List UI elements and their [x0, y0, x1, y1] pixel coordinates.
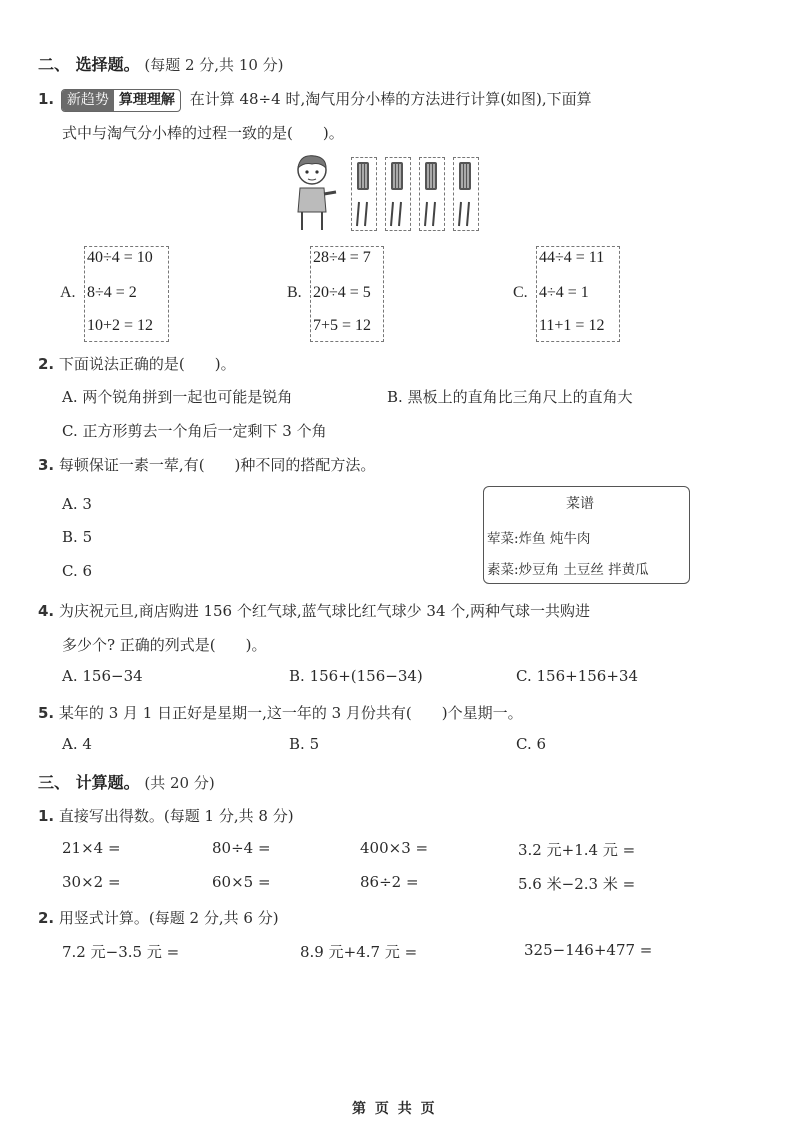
page-footer: 第 页 共 页: [352, 1101, 437, 1117]
stick-panel-4: [453, 157, 479, 231]
question-2: [38, 353, 236, 374]
question-1-line2: 式中与淘气分小棒的过程一致的是( )。: [62, 124, 344, 142]
option-label: B.: [289, 735, 305, 753]
equation: 8÷4 = 2: [87, 284, 137, 301]
option-text: 4: [82, 735, 92, 753]
q5-option-b[interactable]: [289, 735, 319, 753]
q4-option-b[interactable]: [289, 667, 423, 685]
calc-item[interactable]: 3.2 元+1.4 元 =: [518, 841, 636, 859]
equation: 20÷4 = 5: [313, 284, 371, 301]
option-text: 黑板上的直角比三角尺上的直角大: [407, 388, 633, 406]
option-label: C.: [516, 667, 532, 685]
menu-meat-line: 荤菜:炸鱼 炖牛肉: [487, 531, 591, 547]
calc-part-1: [38, 805, 294, 826]
question-number: 2.: [38, 909, 55, 927]
calc-item[interactable]: 5.6 米−2.3 米 =: [518, 875, 636, 893]
question-text: 在计算 48÷4 时,淘气用分小棒的方法进行计算(如图),下面算: [189, 90, 592, 108]
tag-new-trend: 新趋势: [62, 90, 114, 111]
q2-option-b[interactable]: [387, 386, 633, 407]
option-label: B.: [287, 284, 302, 301]
question-3: [38, 454, 375, 475]
option-text: 6: [82, 562, 93, 580]
equation: 40÷4 = 10: [87, 249, 153, 266]
question-1: [38, 87, 592, 112]
option-text: 正方形剪去一个角后一定剩下 3 个角: [82, 422, 327, 440]
equation: 44÷4 = 11: [539, 249, 605, 266]
option-label: B.: [387, 388, 403, 406]
equation: 10+2 = 12: [87, 317, 154, 334]
section-3-heading: [38, 770, 215, 793]
equation: 4÷4 = 1: [539, 284, 589, 301]
stick-panel-1: [351, 157, 377, 231]
option-text: 3: [82, 495, 92, 513]
section-note: (每题 2 分,共 10 分): [144, 56, 284, 74]
equation: 11+1 = 12: [539, 317, 605, 334]
vertical-calc-item[interactable]: 8.9 元+4.7 元 =: [300, 943, 418, 961]
vertical-calc-item[interactable]: 7.2 元−3.5 元 =: [62, 943, 180, 961]
stick-panel-2: [385, 157, 411, 231]
tag-reasoning: 算理理解: [114, 90, 180, 111]
question-number: 2.: [38, 355, 55, 373]
option-text: 6: [536, 735, 547, 753]
q3-option-c[interactable]: [62, 562, 92, 580]
option-label: A.: [62, 667, 78, 685]
option-label: C.: [62, 422, 78, 440]
vertical-calc-item[interactable]: 325−146+477 =: [524, 941, 653, 959]
q2-option-c[interactable]: [62, 420, 327, 441]
option-label: A.: [62, 388, 78, 406]
equation: 7+5 = 12: [313, 317, 372, 334]
option-label: B.: [289, 667, 305, 685]
question-text: 用竖式计算。(每题 2 分,共 6 分): [58, 909, 279, 927]
stick-panel-3: [419, 157, 445, 231]
option-label: C.: [513, 284, 528, 301]
menu-veg-line: 素菜:炒豆角 土豆丝 拌黄瓜: [487, 562, 649, 578]
trend-tag: [61, 89, 181, 112]
q3-option-a[interactable]: [62, 495, 92, 513]
section-title: 三、 计算题。: [38, 773, 140, 792]
menu-title: 菜谱: [566, 496, 594, 512]
q5-option-c[interactable]: [516, 735, 546, 753]
option-text: 156+156+34: [536, 667, 638, 685]
option-label: A.: [62, 735, 78, 753]
calc-item[interactable]: 21×4 =: [62, 839, 121, 857]
question-number: 4.: [38, 602, 55, 620]
option-text: 5: [309, 735, 320, 753]
calc-item[interactable]: 60×5 =: [212, 873, 271, 891]
q2-option-a[interactable]: [62, 386, 292, 407]
question-text: 每顿保证一素一荤,有( )种不同的搭配方法。: [58, 456, 376, 474]
question-4-line2: 多少个? 正确的列式是( )。: [62, 636, 267, 654]
boy-illustration-icon: [290, 152, 340, 232]
question-text: 直接写出得数。(每题 1 分,共 8 分): [58, 807, 294, 825]
q4-option-a[interactable]: [62, 667, 143, 685]
section-2-heading: [38, 52, 284, 75]
q3-option-b[interactable]: [62, 528, 92, 546]
q4-option-c[interactable]: [516, 667, 638, 685]
option-label: A.: [62, 495, 78, 513]
calc-item[interactable]: 30×2 =: [62, 873, 121, 891]
option-text: 两个锐角拼到一起也可能是锐角: [82, 388, 293, 406]
calc-item[interactable]: 86÷2 =: [360, 873, 419, 891]
calc-item[interactable]: 400×3 =: [360, 839, 429, 857]
option-label: C.: [516, 735, 532, 753]
calc-item[interactable]: 80÷4 =: [212, 839, 271, 857]
q5-option-a[interactable]: [62, 735, 92, 753]
option-text: 156+(156−34): [309, 667, 423, 685]
section-title: 二、 选择题。: [38, 55, 140, 74]
calc-part-2: [38, 907, 279, 928]
section-note: (共 20 分): [144, 774, 215, 792]
option-label: A.: [60, 284, 76, 301]
question-number: 1.: [38, 90, 55, 108]
question-number: 5.: [38, 704, 55, 722]
question-4: [38, 600, 590, 621]
question-text: 某年的 3 月 1 日正好是星期一,这一年的 3 月份共有( )个星期一。: [58, 704, 523, 722]
question-text: 下面说法正确的是( )。: [58, 355, 236, 373]
question-number: 3.: [38, 456, 55, 474]
option-text: 5: [82, 528, 93, 546]
question-text: 为庆祝元旦,商店购进 156 个红气球,蓝气球比红气球少 34 个,两种气球一共购进: [58, 602, 591, 620]
option-label: B.: [62, 528, 78, 546]
question-number: 1.: [38, 807, 55, 825]
option-text: 156−34: [82, 667, 143, 685]
equation: 28÷4 = 7: [313, 249, 371, 266]
question-5: [38, 702, 523, 723]
option-label: C.: [62, 562, 78, 580]
